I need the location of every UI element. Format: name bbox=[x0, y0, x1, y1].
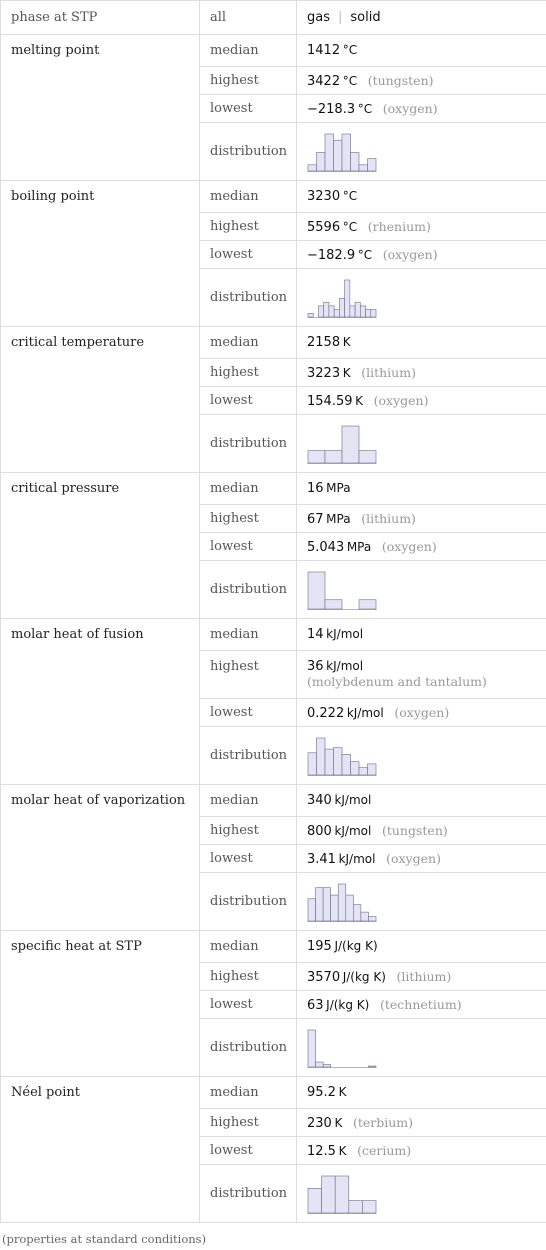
row-median bbox=[1, 619, 546, 651]
median-value: 1412 bbox=[307, 43, 341, 58]
stat-label-lowest: lowest bbox=[200, 1137, 297, 1165]
histogram-bar bbox=[331, 895, 339, 921]
distribution-histogram bbox=[307, 1028, 377, 1068]
lowest-value: −182.9 bbox=[307, 247, 356, 263]
median-value-cell bbox=[297, 473, 546, 505]
highest-value: 36 bbox=[307, 659, 324, 674]
median-unit: J/(kg K) bbox=[334, 939, 378, 953]
highest-value: 67 bbox=[307, 511, 324, 527]
histogram-bar bbox=[317, 738, 326, 775]
lowest-element-note: (cerium) bbox=[357, 1142, 412, 1158]
histogram-bar bbox=[368, 763, 377, 774]
property-name: boiling point bbox=[1, 181, 200, 327]
distribution-histogram bbox=[307, 1174, 377, 1214]
highest-value-cell bbox=[297, 1109, 546, 1137]
highest-value: 3223 bbox=[307, 365, 341, 381]
highest-value: 3422 bbox=[307, 73, 341, 89]
histogram-bar bbox=[359, 164, 368, 170]
property-name: melting point bbox=[1, 35, 200, 181]
highest-value-cell bbox=[297, 963, 546, 991]
lowest-value: 0.222 bbox=[307, 705, 345, 721]
median-unit: MPa bbox=[326, 481, 351, 495]
median-value-cell bbox=[297, 931, 546, 963]
distribution-histogram bbox=[307, 132, 377, 172]
highest-value-cell bbox=[297, 817, 546, 845]
histogram-bar bbox=[322, 1176, 336, 1213]
highest-unit: K bbox=[334, 1115, 343, 1130]
highest-unit: J/(kg K) bbox=[342, 969, 386, 984]
stat-label-median: median bbox=[200, 327, 297, 359]
histogram-bar bbox=[316, 1062, 324, 1067]
median-value: 14 bbox=[307, 627, 324, 642]
histogram-bar bbox=[308, 1188, 322, 1213]
highest-unit: kJ/mol bbox=[334, 823, 372, 838]
distribution-histogram bbox=[307, 882, 377, 922]
highest-element-note: (lithium) bbox=[361, 510, 416, 526]
median-value-cell bbox=[297, 1077, 546, 1109]
row-median bbox=[1, 785, 546, 817]
histogram-bar bbox=[325, 749, 334, 775]
median-value-cell bbox=[297, 181, 546, 213]
median-value: 195 bbox=[307, 939, 332, 954]
histogram-bar bbox=[362, 1200, 376, 1212]
highest-element-note: (rhenium) bbox=[367, 218, 431, 234]
highest-unit: MPa bbox=[326, 511, 351, 526]
distribution-histogram bbox=[307, 424, 377, 464]
histogram-bar bbox=[323, 887, 331, 920]
median-value-cell bbox=[297, 619, 546, 651]
histogram-bar bbox=[316, 887, 324, 920]
median-value-cell bbox=[297, 327, 546, 359]
lowest-element-note: (oxygen) bbox=[382, 246, 438, 262]
lowest-unit: K bbox=[355, 393, 363, 408]
row-median bbox=[1, 931, 546, 963]
median-unit: kJ/mol bbox=[334, 793, 372, 807]
property-name: critical temperature bbox=[1, 327, 200, 473]
histogram-bar bbox=[359, 599, 376, 608]
stat-label-median: median bbox=[200, 785, 297, 817]
highest-unit: kJ/mol bbox=[326, 659, 364, 673]
stat-label-distribution: distribution bbox=[200, 873, 297, 931]
row-median bbox=[1, 35, 546, 67]
histogram-bar bbox=[346, 895, 354, 921]
histogram-bar bbox=[351, 761, 360, 774]
histogram-bar bbox=[335, 1176, 349, 1213]
histogram-bar bbox=[355, 302, 360, 317]
histogram-bar bbox=[350, 305, 355, 316]
highest-unit: °C bbox=[342, 219, 358, 234]
histogram-bar bbox=[334, 747, 343, 774]
lowest-element-note: (oxygen) bbox=[373, 392, 429, 408]
highest-value-cell bbox=[297, 67, 546, 95]
highest-element-note: (tungsten) bbox=[367, 72, 434, 88]
stat-label-median: median bbox=[200, 473, 297, 505]
median-value: 95.2 bbox=[307, 1085, 336, 1100]
highest-unit: K bbox=[342, 365, 351, 380]
histogram-bar bbox=[361, 912, 369, 921]
lowest-value-cell bbox=[297, 387, 546, 415]
distribution-cell bbox=[297, 269, 546, 327]
stat-label-highest: highest bbox=[200, 505, 297, 533]
highest-value: 5596 bbox=[307, 219, 341, 235]
histogram-bar bbox=[308, 572, 325, 609]
stat-label-lowest: lowest bbox=[200, 533, 297, 561]
header-scope-cell: all bbox=[200, 1, 297, 35]
histogram-bar bbox=[368, 1066, 376, 1067]
histogram-bar bbox=[353, 904, 361, 920]
stat-label-distribution: distribution bbox=[200, 1019, 297, 1077]
lowest-value-cell bbox=[297, 241, 546, 269]
lowest-value: −218.3 bbox=[307, 101, 356, 117]
highest-element-note: (lithium) bbox=[361, 364, 416, 380]
median-value-cell bbox=[297, 35, 546, 67]
stat-label-lowest: lowest bbox=[200, 95, 297, 123]
lowest-unit: MPa bbox=[346, 539, 372, 554]
lowest-value-cell bbox=[297, 991, 546, 1019]
lowest-value-cell bbox=[297, 95, 546, 123]
highest-value-cell bbox=[297, 359, 546, 387]
phase-solid: solid bbox=[350, 10, 381, 25]
highest-value-cell bbox=[297, 213, 546, 241]
histogram-bar bbox=[308, 450, 325, 462]
histogram-bar bbox=[359, 450, 376, 462]
stat-label-distribution: distribution bbox=[200, 269, 297, 327]
header-phase-cell bbox=[297, 1, 546, 35]
distribution-cell bbox=[297, 1019, 546, 1077]
histogram-bar bbox=[338, 884, 346, 921]
phase-gas: gas bbox=[307, 10, 330, 25]
histogram-bar bbox=[342, 134, 351, 171]
stat-label-lowest: lowest bbox=[200, 991, 297, 1019]
median-value: 340 bbox=[307, 793, 332, 808]
highest-value: 230 bbox=[307, 1115, 332, 1131]
stat-label-lowest: lowest bbox=[200, 699, 297, 727]
histogram-bar bbox=[371, 309, 376, 316]
highest-element-note: (lithium) bbox=[396, 968, 452, 984]
histogram-bar bbox=[368, 916, 376, 920]
stat-label-highest: highest bbox=[200, 67, 297, 95]
stat-label-highest: highest bbox=[200, 817, 297, 845]
histogram-bar bbox=[323, 1064, 331, 1066]
histogram-bar bbox=[325, 134, 334, 171]
highest-element-note: (tungsten) bbox=[381, 822, 448, 838]
histogram-bar bbox=[325, 450, 342, 462]
highest-value: 3570 bbox=[307, 969, 341, 985]
lowest-value: 63 bbox=[307, 997, 324, 1013]
lowest-value: 3.41 bbox=[307, 851, 336, 867]
median-unit: kJ/mol bbox=[326, 627, 364, 641]
median-unit: K bbox=[338, 1085, 347, 1099]
histogram-bar bbox=[324, 302, 329, 317]
phase-separator: | bbox=[338, 10, 343, 25]
median-unit: °C bbox=[342, 189, 358, 203]
lowest-value-cell bbox=[297, 1137, 546, 1165]
footer-note: (properties at standard conditions) bbox=[2, 1232, 207, 1246]
distribution-cell bbox=[297, 873, 546, 931]
median-value: 3230 bbox=[307, 189, 341, 204]
histogram-bar bbox=[308, 752, 317, 774]
median-unit: °C bbox=[342, 43, 358, 57]
stat-label-lowest: lowest bbox=[200, 241, 297, 269]
property-name: molar heat of fusion bbox=[1, 619, 200, 785]
row-median bbox=[1, 1077, 546, 1109]
lowest-value: 5.043 bbox=[307, 539, 345, 555]
histogram-bar bbox=[318, 305, 323, 316]
histogram-bar bbox=[329, 305, 334, 316]
histogram-bar bbox=[334, 309, 339, 316]
highest-element-note: (molybdenum and tantalum) bbox=[307, 674, 487, 689]
row-median bbox=[1, 327, 546, 359]
lowest-unit: °C bbox=[357, 247, 373, 262]
histogram-bar bbox=[308, 898, 316, 920]
lowest-unit: kJ/mol bbox=[338, 851, 376, 866]
distribution-histogram bbox=[307, 736, 377, 776]
histogram-bar bbox=[308, 313, 313, 317]
lowest-value: 12.5 bbox=[307, 1143, 336, 1159]
row-median bbox=[1, 473, 546, 505]
stat-label-highest: highest bbox=[200, 651, 297, 699]
distribution-cell bbox=[297, 727, 546, 785]
lowest-unit: K bbox=[338, 1143, 347, 1158]
header-row bbox=[1, 1, 546, 35]
lowest-element-note: (technetium) bbox=[380, 996, 462, 1012]
histogram-bar bbox=[366, 309, 371, 316]
highest-value: 800 bbox=[307, 823, 332, 839]
median-value: 16 bbox=[307, 481, 324, 496]
distribution-cell bbox=[297, 123, 546, 181]
header-property-cell: phase at STP bbox=[1, 1, 200, 35]
highest-value-cell bbox=[297, 505, 546, 533]
lowest-value-cell bbox=[297, 533, 546, 561]
histogram-bar bbox=[308, 1030, 316, 1067]
stat-label-distribution: distribution bbox=[200, 123, 297, 181]
histogram-bar bbox=[351, 152, 360, 171]
lowest-value: 154.59 bbox=[307, 393, 353, 409]
highest-value-cell bbox=[297, 651, 546, 699]
histogram-bar bbox=[339, 298, 344, 317]
stat-label-median: median bbox=[200, 931, 297, 963]
stat-label-median: median bbox=[200, 181, 297, 213]
lowest-element-note: (oxygen) bbox=[382, 100, 438, 116]
stat-label-median: median bbox=[200, 619, 297, 651]
distribution-cell bbox=[297, 1165, 546, 1223]
stat-label-median: median bbox=[200, 35, 297, 67]
histogram-bar bbox=[334, 140, 343, 171]
property-name: specific heat at STP bbox=[1, 931, 200, 1077]
lowest-element-note: (oxygen) bbox=[381, 538, 437, 554]
stat-label-highest: highest bbox=[200, 963, 297, 991]
stat-label-highest: highest bbox=[200, 359, 297, 387]
lowest-element-note: (oxygen) bbox=[394, 704, 450, 720]
histogram-bar bbox=[308, 164, 317, 170]
stat-label-distribution: distribution bbox=[200, 1165, 297, 1223]
histogram-bar bbox=[360, 305, 365, 316]
histogram-bar bbox=[342, 426, 359, 463]
stat-label-distribution: distribution bbox=[200, 727, 297, 785]
lowest-unit: J/(kg K) bbox=[326, 997, 370, 1012]
histogram-bar bbox=[345, 280, 350, 317]
highest-element-note: (terbium) bbox=[352, 1114, 414, 1130]
property-name: critical pressure bbox=[1, 473, 200, 619]
distribution-histogram bbox=[307, 278, 377, 318]
median-value: 2158 bbox=[307, 335, 341, 350]
stat-label-highest: highest bbox=[200, 1109, 297, 1137]
histogram-bar bbox=[359, 767, 368, 774]
stat-label-distribution: distribution bbox=[200, 561, 297, 619]
stat-label-lowest: lowest bbox=[200, 387, 297, 415]
median-unit: K bbox=[342, 335, 351, 349]
distribution-cell bbox=[297, 561, 546, 619]
stat-label-highest: highest bbox=[200, 213, 297, 241]
lowest-element-note: (oxygen) bbox=[386, 850, 441, 866]
stat-label-distribution: distribution bbox=[200, 415, 297, 473]
histogram-bar bbox=[317, 152, 326, 171]
histogram-bar bbox=[342, 754, 351, 775]
highest-unit: °C bbox=[342, 73, 358, 88]
lowest-unit: kJ/mol bbox=[346, 705, 384, 720]
distribution-cell bbox=[297, 415, 546, 473]
row-median bbox=[1, 181, 546, 213]
histogram-bar bbox=[349, 1200, 363, 1212]
lowest-value-cell bbox=[297, 845, 546, 873]
histogram-bar bbox=[368, 158, 377, 170]
lowest-value-cell bbox=[297, 699, 546, 727]
property-name: Néel point bbox=[1, 1077, 200, 1223]
property-name: molar heat of vaporization bbox=[1, 785, 200, 931]
histogram-bar bbox=[325, 599, 342, 608]
stat-label-median: median bbox=[200, 1077, 297, 1109]
stat-label-lowest: lowest bbox=[200, 845, 297, 873]
distribution-histogram bbox=[307, 570, 377, 610]
lowest-unit: °C bbox=[357, 101, 373, 116]
median-value-cell bbox=[297, 785, 546, 817]
